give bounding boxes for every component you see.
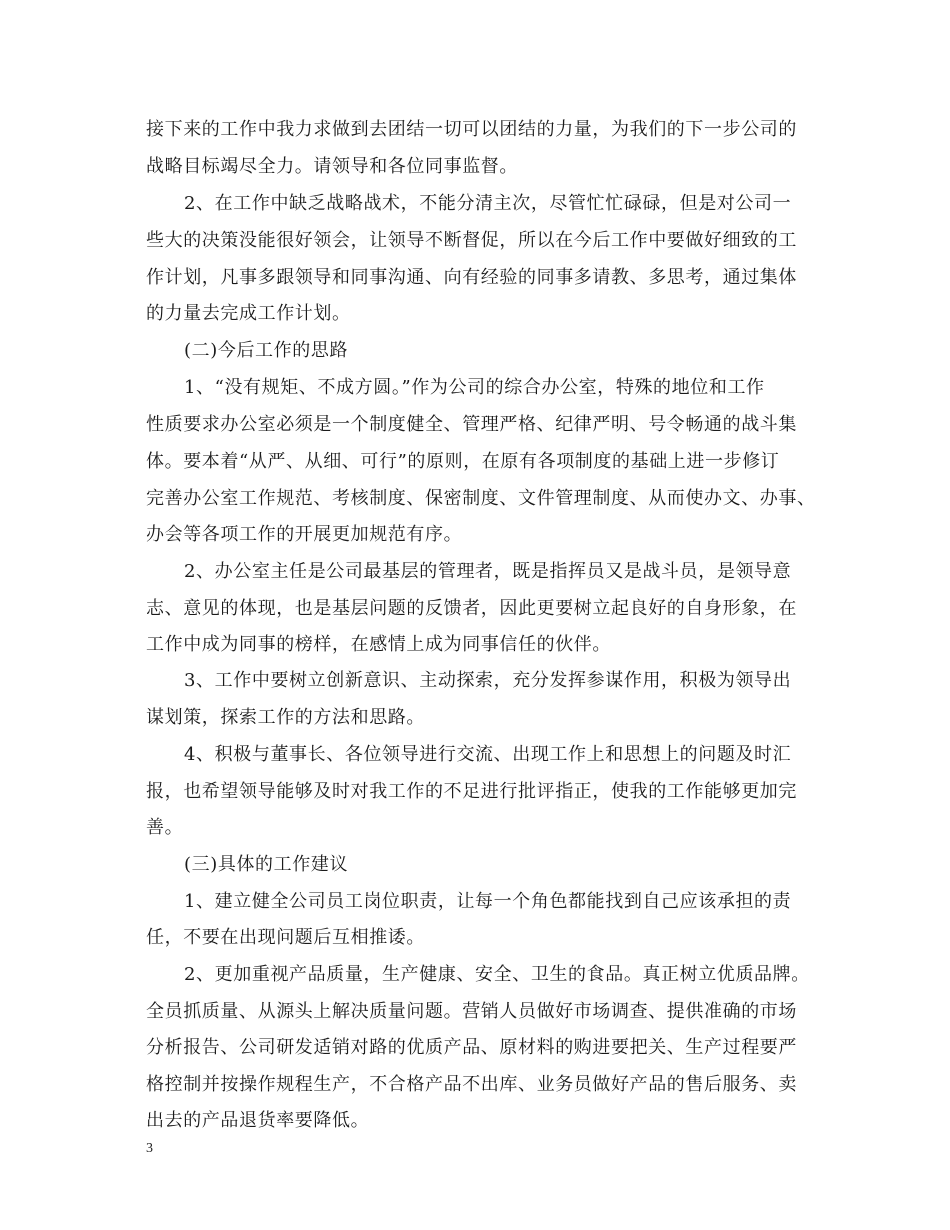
text-line: 2、更加重视产品质量，生产健康、安全、卫生的食品。真正树立优质品牌。	[184, 964, 810, 985]
text-line: 办会等各项工作的开展更加规范有序。	[146, 524, 463, 545]
text-line: 2、在工作中缺乏战略战术，不能分清主次，尽管忙忙碌碌，但是对公司一	[184, 193, 792, 214]
text-line: 战略目标竭尽全力。请领导和各位同事监督。	[146, 156, 518, 177]
text-line: 作计划，凡事多跟领导和同事沟通、向有经验的同事多请教、多思考，通过集体	[146, 267, 797, 288]
text-line: 性质要求办公室必须是一个制度健全、管理严格、纪律严明、号令畅通的战斗集	[146, 414, 797, 435]
text-line: 任，不要在出现问题后互相推诿。	[146, 927, 425, 948]
section-heading: (二)今后工作的思路	[184, 340, 349, 361]
text-line: 工作中成为同事的榜样，在感情上成为同事信任的伙伴。	[146, 634, 611, 655]
text-line: 体。要本着“从严、从细、可行”的原则，在原有各项制度的基础上进一步修订	[146, 451, 780, 472]
text-line: 接下来的工作中我力求做到去团结一切可以团结的力量，为我们的下一步公司的	[146, 119, 797, 140]
section-heading: (三)具体的工作建议	[184, 854, 349, 875]
text-line: 分析报告、公司研发适销对路的优质产品、原材料的购进要把关、生产过程要严	[146, 1037, 797, 1058]
text-line: 谋划策，探索工作的方法和思路。	[146, 707, 425, 728]
text-line: 1、“没有规矩、不成方圆。”作为公司的综合办公室，特殊的地位和工作	[184, 377, 765, 398]
page-number: 3	[146, 1141, 153, 1156]
text-line: 志、意见的体现，也是基层问题的反馈者，因此更要树立起良好的自身形象，在	[146, 598, 797, 619]
text-line: 格控制并按操作规程生产，不合格产品不出库、业务员做好产品的售后服务、卖	[146, 1074, 797, 1095]
text-line: 报，也希望领导能够及时对我工作的不足进行批评指正，使我的工作能够更加完	[146, 781, 797, 802]
text-line: 完善办公室工作规范、考核制度、保密制度、文件管理制度、从而使办文、办事、	[146, 488, 816, 509]
text-line: 3、工作中要树立创新意识、主动探索，充分发挥参谋作用，积极为领导出	[184, 670, 792, 691]
text-line: 的力量去完成工作计划。	[146, 303, 351, 324]
text-line: 些大的决策没能很好领会，让领导不断督促，所以在今后工作中要做好细致的工	[146, 230, 797, 251]
text-line: 善。	[146, 817, 184, 838]
text-line: 2、办公室主任是公司最基层的管理者，既是指挥员又是战斗员，是领导意	[184, 561, 792, 582]
text-line: 4、积极与董事长、各位领导进行交流、出现工作上和思想上的问题及时汇	[184, 744, 792, 765]
text-line: 全员抓质量、从源头上解决质量问题。营销人员做好市场调查、提供准确的市场	[146, 1001, 797, 1022]
text-line: 1、建立健全公司员工岗位职责，让每一个角色都能找到自己应该承担的责	[184, 891, 792, 912]
text-line: 出去的产品退货率要降低。	[146, 1110, 370, 1131]
